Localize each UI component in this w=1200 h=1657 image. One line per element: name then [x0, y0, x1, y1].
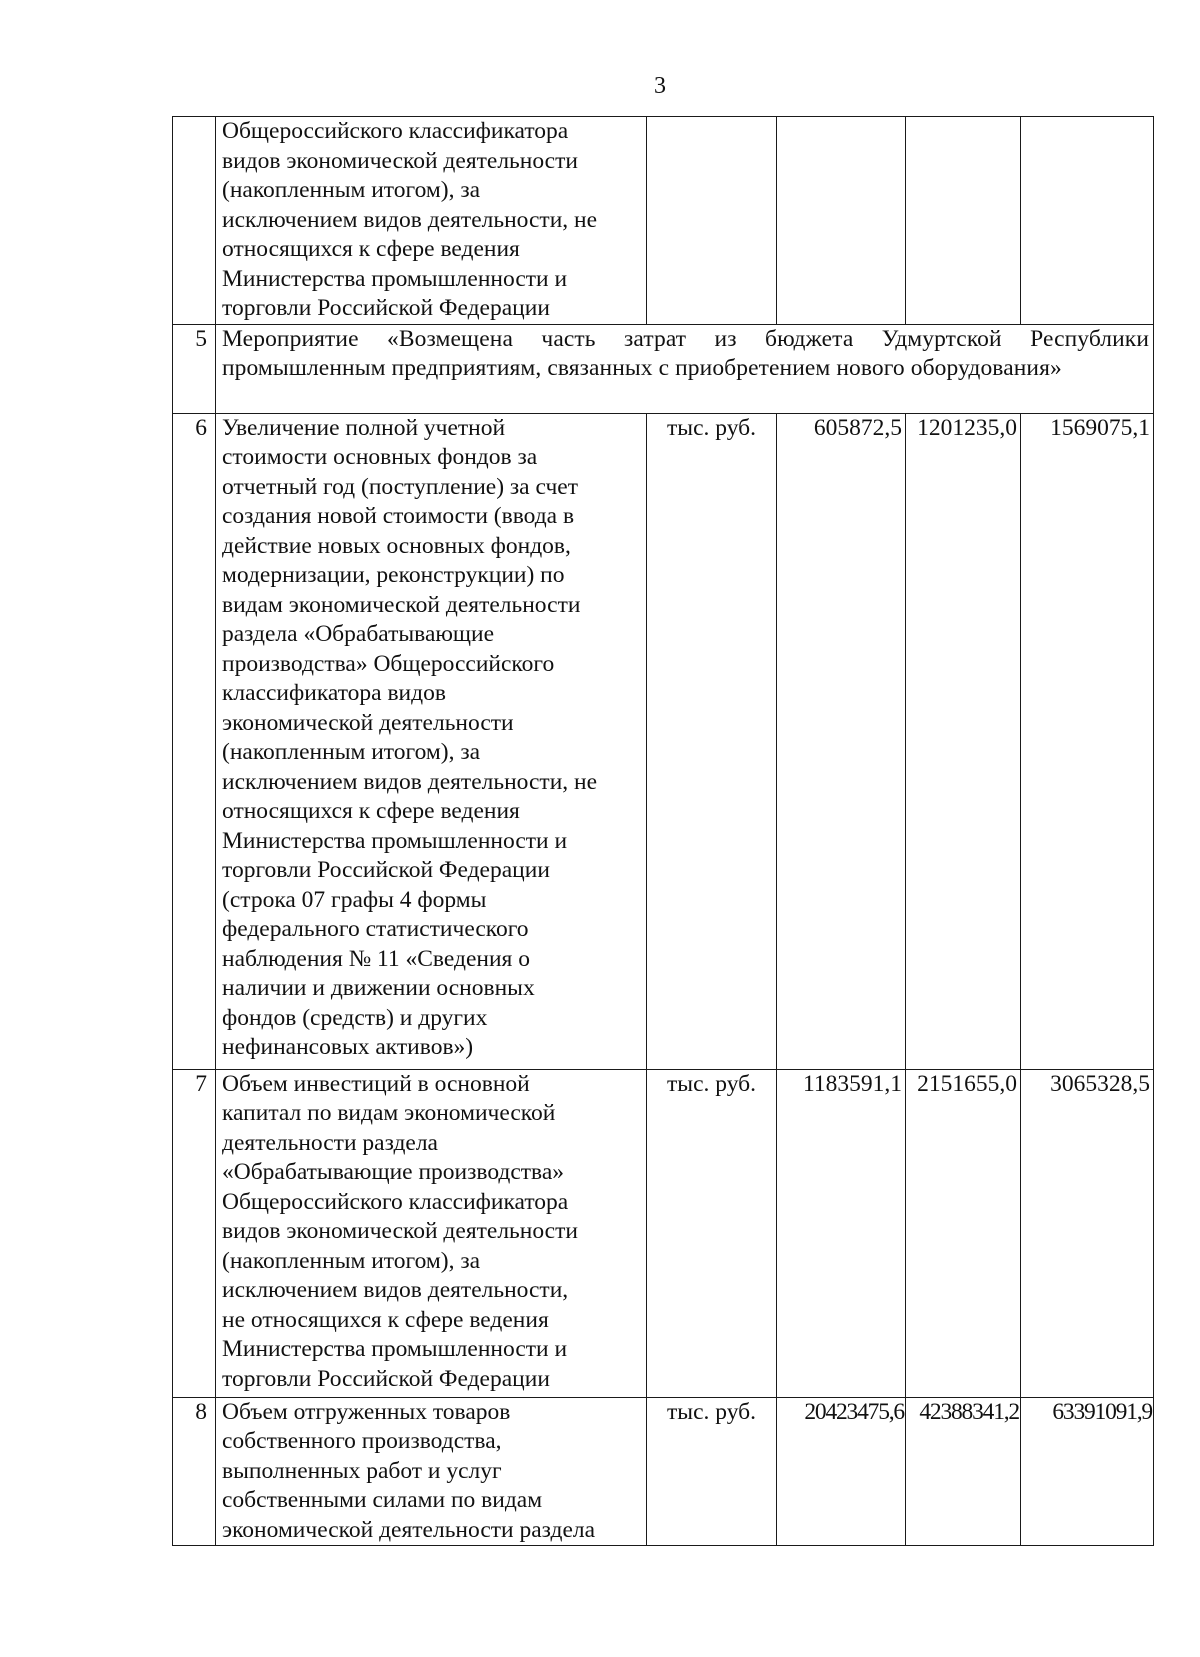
- indicator-name-line: видов экономической деятельности: [222, 147, 578, 174]
- row-number: 6: [173, 413, 216, 1069]
- indicator-name-line: классификатора видов: [222, 680, 446, 706]
- indicator-name-line: (накопленным итогом), за: [222, 177, 481, 203]
- indicator-name-line: действие новых основных фондов,: [222, 532, 571, 559]
- indicator-name-line: (строка 07 графы 4 формы: [222, 886, 487, 913]
- indicator-name-line: создания новой стоимости (ввода в: [222, 503, 575, 529]
- indicator-name-line: наличии и движении основных: [222, 975, 535, 1001]
- indicator-name-line: федерального статистического: [222, 916, 529, 942]
- indicator-name-line: видам экономической деятельности: [222, 591, 581, 618]
- value-cell: [906, 117, 1021, 325]
- indicator-name-line: Общероссийского классификатора: [222, 1188, 569, 1215]
- indicator-name-line: Объем инвестиций в основной: [222, 1070, 530, 1097]
- indicator-name-line: деятельности раздела: [222, 1129, 438, 1156]
- indicator-name-line: исключением видов деятельности, не: [222, 768, 598, 795]
- unit-cell: тыс. руб.: [647, 413, 777, 1069]
- indicator-name-line: Министерства промышленности и: [222, 827, 568, 854]
- row-number: 8: [173, 1397, 216, 1546]
- indicator-name-line: торговли Российской Федерации: [222, 1365, 550, 1392]
- indicator-name-line: относящихся к сфере ведения: [222, 236, 520, 262]
- value-cell: 3065328,5: [1021, 1069, 1154, 1397]
- indicator-name-line: Объем отгруженных товаров: [222, 1398, 511, 1425]
- indicator-name-line: Увеличение полной учетной: [222, 414, 506, 441]
- indicator-name-line: исключением видов деятельности, не: [222, 206, 598, 233]
- indicator-name-line: «Обрабатывающие производства»: [222, 1159, 565, 1185]
- value-cell: 1569075,1: [1021, 413, 1154, 1069]
- indicator-name-line: Министерства промышленности и: [222, 1336, 568, 1362]
- table-row: [173, 1069, 1154, 1397]
- indicator-name-line: отчетный год (поступление) за счет: [222, 473, 578, 500]
- value-cell: [1021, 117, 1154, 325]
- indicator-name: [216, 1069, 647, 1397]
- indicator-name-line: стоимости основных фондов за: [222, 444, 538, 470]
- indicator-name-line: фондов (средств) и других: [222, 1004, 488, 1031]
- unit-cell: тыс. руб.: [647, 1069, 777, 1397]
- indicator-name-line: собственными силами по видам: [222, 1487, 543, 1513]
- row-number: 7: [173, 1069, 216, 1397]
- event-description: Мероприятие «Возмещена часть затрат из бюджета Удмуртской Республики промышленным предприятиям, связанных с приобретением нового оборудования»: [216, 324, 1154, 413]
- indicator-name: [216, 413, 647, 1069]
- indicator-name-line: Общероссийского классификатора: [222, 118, 569, 144]
- value-cell: 20423475,6: [777, 1397, 906, 1546]
- indicator-name-line: Министерства промышленности и: [222, 265, 568, 292]
- indicator-name-line: исключением видов деятельности,: [222, 1277, 569, 1303]
- indicator-name-line: видов экономической деятельности: [222, 1218, 578, 1244]
- row-number: 5: [173, 324, 216, 413]
- indicator-name-line: не относящихся к сфере ведения: [222, 1306, 549, 1333]
- indicator-name-line: производства» Общероссийского: [222, 650, 555, 677]
- value-cell: 1183591,1: [777, 1069, 906, 1397]
- row-number: [173, 117, 216, 325]
- value-cell: 63391091,9: [1021, 1397, 1154, 1546]
- indicator-name-line: наблюдения № 11 «Сведения о: [222, 945, 530, 972]
- value-cell: [777, 117, 906, 325]
- indicator-name-line: (накопленным итогом), за: [222, 739, 481, 765]
- indicator-name-line: модернизации, реконструкции) по: [222, 562, 565, 588]
- indicator-name-line: экономической деятельности: [222, 709, 514, 736]
- unit-cell: [647, 117, 777, 325]
- indicators-table: [172, 116, 1154, 1546]
- table-row: [173, 324, 1154, 413]
- indicator-name-line: выполненных работ и услуг: [222, 1457, 502, 1484]
- indicator-name-line: раздела «Обрабатывающие: [222, 621, 495, 647]
- value-cell: 1201235,0: [906, 413, 1021, 1069]
- value-cell: 42388341,2: [906, 1397, 1021, 1546]
- table-row: [173, 117, 1154, 325]
- unit-cell: тыс. руб.: [647, 1397, 777, 1546]
- table-row: [173, 413, 1154, 1069]
- page-number: 3: [654, 73, 666, 99]
- indicator-name-line: собственного производства,: [222, 1428, 502, 1454]
- indicator-name: [216, 117, 647, 325]
- indicator-name-line: (накопленным итогом), за: [222, 1247, 481, 1274]
- indicator-name: [216, 1397, 647, 1546]
- indicator-name-line: экономической деятельности раздела: [222, 1516, 596, 1543]
- indicator-name-line: капитал по видам экономической: [222, 1100, 556, 1126]
- indicator-name-line: относящихся к сфере ведения: [222, 798, 520, 824]
- indicator-name-line: нефинансовых активов»): [222, 1034, 474, 1060]
- indicator-name-line: торговли Российской Федерации: [222, 857, 550, 883]
- indicator-name-line: торговли Российской Федерации: [222, 295, 550, 321]
- value-cell: 2151655,0: [906, 1069, 1021, 1397]
- table-row: [173, 1397, 1154, 1546]
- value-cell: 605872,5: [777, 413, 906, 1069]
